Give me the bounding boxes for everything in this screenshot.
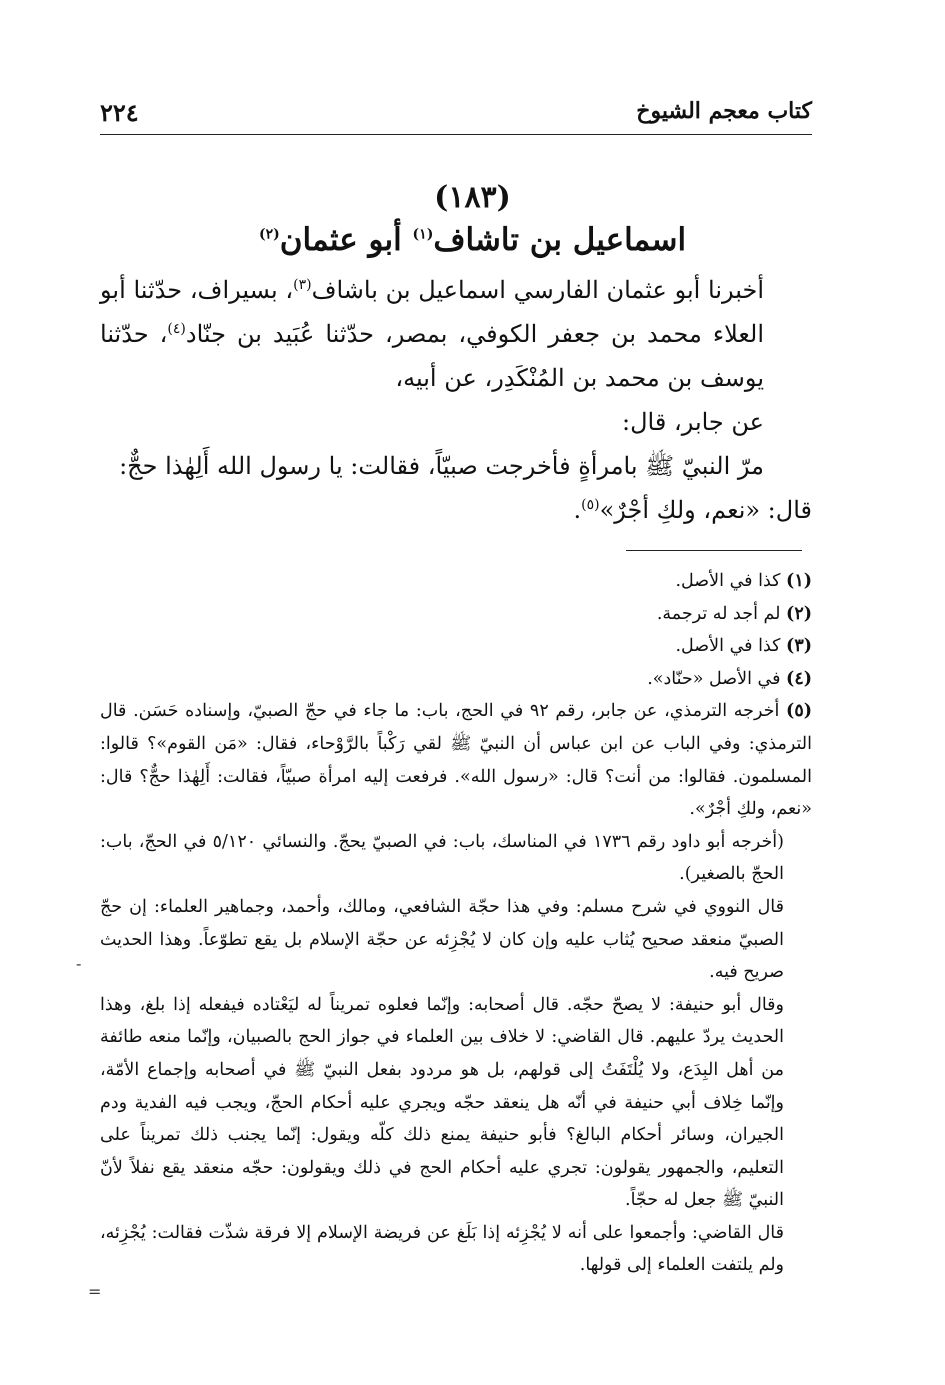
footnote-number: (٢) — [786, 603, 812, 624]
footnote-4 — [100, 663, 812, 696]
margin-mark: = — [88, 1282, 102, 1301]
footnote-text: لم أجد له ترجمة. — [656, 603, 787, 624]
footnote-text: أخرجه الترمذي، عن جابر، رقم ٩٢ في الحج، باب: ما جاء في حجّ الصبيّ، وإسناده حَسَن. قال الترمذي: وفي الباب عن ابن عباس أن النبيّ ﷺ لقي رَكْباً بالرَّوْحاء، فقال: «مَن القوم»؟ قالوا: المسلمون. فقالوا: من أنت؟ قال: «رسول الله». فرفعت إليه امرأة صبيّاً، فقالت: أَلِهٰذا حجٌّ؟ قال: «نعم، ولكِ أجْرٌ». — [100, 701, 812, 820]
isnad-part3: ، حدّثنا يوسف بن محمد بن المُنْكَدِر، عن أبيه، — [100, 320, 764, 392]
footnote-ref-5: (٥) — [581, 497, 600, 513]
footnote-text: كذا في الأصل. — [675, 571, 787, 591]
header-divider — [100, 134, 812, 135]
footnote-5-paragraph: قال القاضي: وأجمعوا على أنه لا يُجْزِئه إذا بَلَغ عن فريضة الإسلام إلا فرقة شذّت فقالت: يُجْزِئه، ولم يلتفت العلماء إلى قولها. — [100, 1222, 784, 1276]
hadith-answer-text: قال: «نعم، ولكِ أجْرٌ» — [599, 496, 812, 524]
footnotes — [100, 565, 812, 1282]
footnote-1 — [100, 565, 812, 598]
entry-name-part2: أبو عثمان — [279, 222, 413, 258]
narrator-line: عن جابر، قال: — [622, 408, 764, 436]
isnad-part1: أخبرنا أبو عثمان الفارسي اسماعيل بن باشاف — [311, 276, 764, 304]
footnote-2 — [100, 598, 812, 631]
running-header — [100, 92, 812, 132]
isnad-part2: ، بسيراف، حدّثنا أبو العلاء محمد بن جعفر الكوفي، بمصر، حدّثنا عُبَيد بن جنّاد — [100, 276, 764, 348]
hadith-answer — [100, 488, 812, 532]
footnote-5-paragraph: قال النووي في شرح مسلم: وفي هذا حجّة الشافعي، ومالك، وأحمد، وجماهير العلماء: إن حجّ الصبيّ منعقد صحيح يُثاب عليه وإن كان لا يُجْزِئه عن حجّة الإسلام بل يقع تطوّعاً. وهذا الحديث صريح فيه. — [100, 896, 784, 983]
footnote-text: في الأصل «حنّاد». — [647, 668, 787, 689]
isnad-paragraph — [100, 268, 812, 400]
entry-number: (١٨٣) — [434, 180, 511, 215]
footnote-ref-3: (٣) — [293, 277, 312, 293]
footnote-number: (٣) — [786, 636, 812, 657]
book-title: كتاب معجم الشيوخ — [636, 98, 812, 124]
margin-mark: - — [76, 954, 82, 973]
footnote-5 — [100, 695, 812, 825]
footnote-divider — [626, 550, 802, 551]
hadith-answer-end: . — [573, 496, 582, 524]
entry-title — [0, 222, 945, 258]
footnote-number: (٥) — [786, 701, 812, 722]
footnote-number: (٤) — [786, 668, 812, 689]
entry-name-part1: اسماعيل بن تاشاف — [433, 222, 687, 258]
page-number: ٢٢٤ — [100, 98, 139, 127]
footnote-3 — [100, 630, 812, 663]
footnote-number: (١) — [786, 571, 812, 591]
footnote-ref-1: (١) — [412, 226, 434, 243]
main-text — [100, 268, 812, 532]
hadith-text: مرّ النبيّ ﷺ بامرأةٍ فأخرجت صبيّاً، فقالت: يا رسول الله أَلِهٰذا حجٌّ: — [119, 452, 764, 480]
footnote-5-paragraph: وقال أبو حنيفة: لا يصحّ حجّه. قال أصحابه: وإنّما فعلوه تمريناً له ليَعْتاده فيفعله إذا بلغ، وهذا الحديث يردّ عليهم. قال القاضي: لا خلاف بين العلماء في جواز الحج بالصبيان، وإنّما منعه طائفة من أهل البِدَع، ولا يُلْتَفَتُ إلى قولهم، بل هو مردود بفعل النبيّ ﷺ في أصحابه وإجماع الأمّة، وإنّما خِلاف أبي حنيفة في أنّه هل ينعقد حجّه ويجري عليه أحكام الحجّ، ويجب فيه الفدية ودم الجيران، وسائر أحكام البالغ؟ فأبو حنيفة يمنع ذلك كلّه ويقول: إنّما يجنب ذلك تمريناً على التعليم، والجمهور يقولون: تجري عليه أحكام الحج في ذلك ويقولون: حجّه منعقد يقع نفلاً لأنّ النبيّ ﷺ جعل له حجّاً. — [100, 994, 784, 1211]
footnote-text: كذا في الأصل. — [675, 636, 787, 657]
footnote-5-paragraph: (أخرجه أبو داود رقم ١٧٣٦ في المناسك، باب: في الصبيّ يحجّ. والنسائي ٥/١٢٠ في الحجّ، باب: الحجّ بالصغير). — [100, 831, 784, 885]
footnote-ref-2: (٢) — [258, 226, 280, 243]
footnote-ref-4: (٤) — [167, 321, 186, 337]
